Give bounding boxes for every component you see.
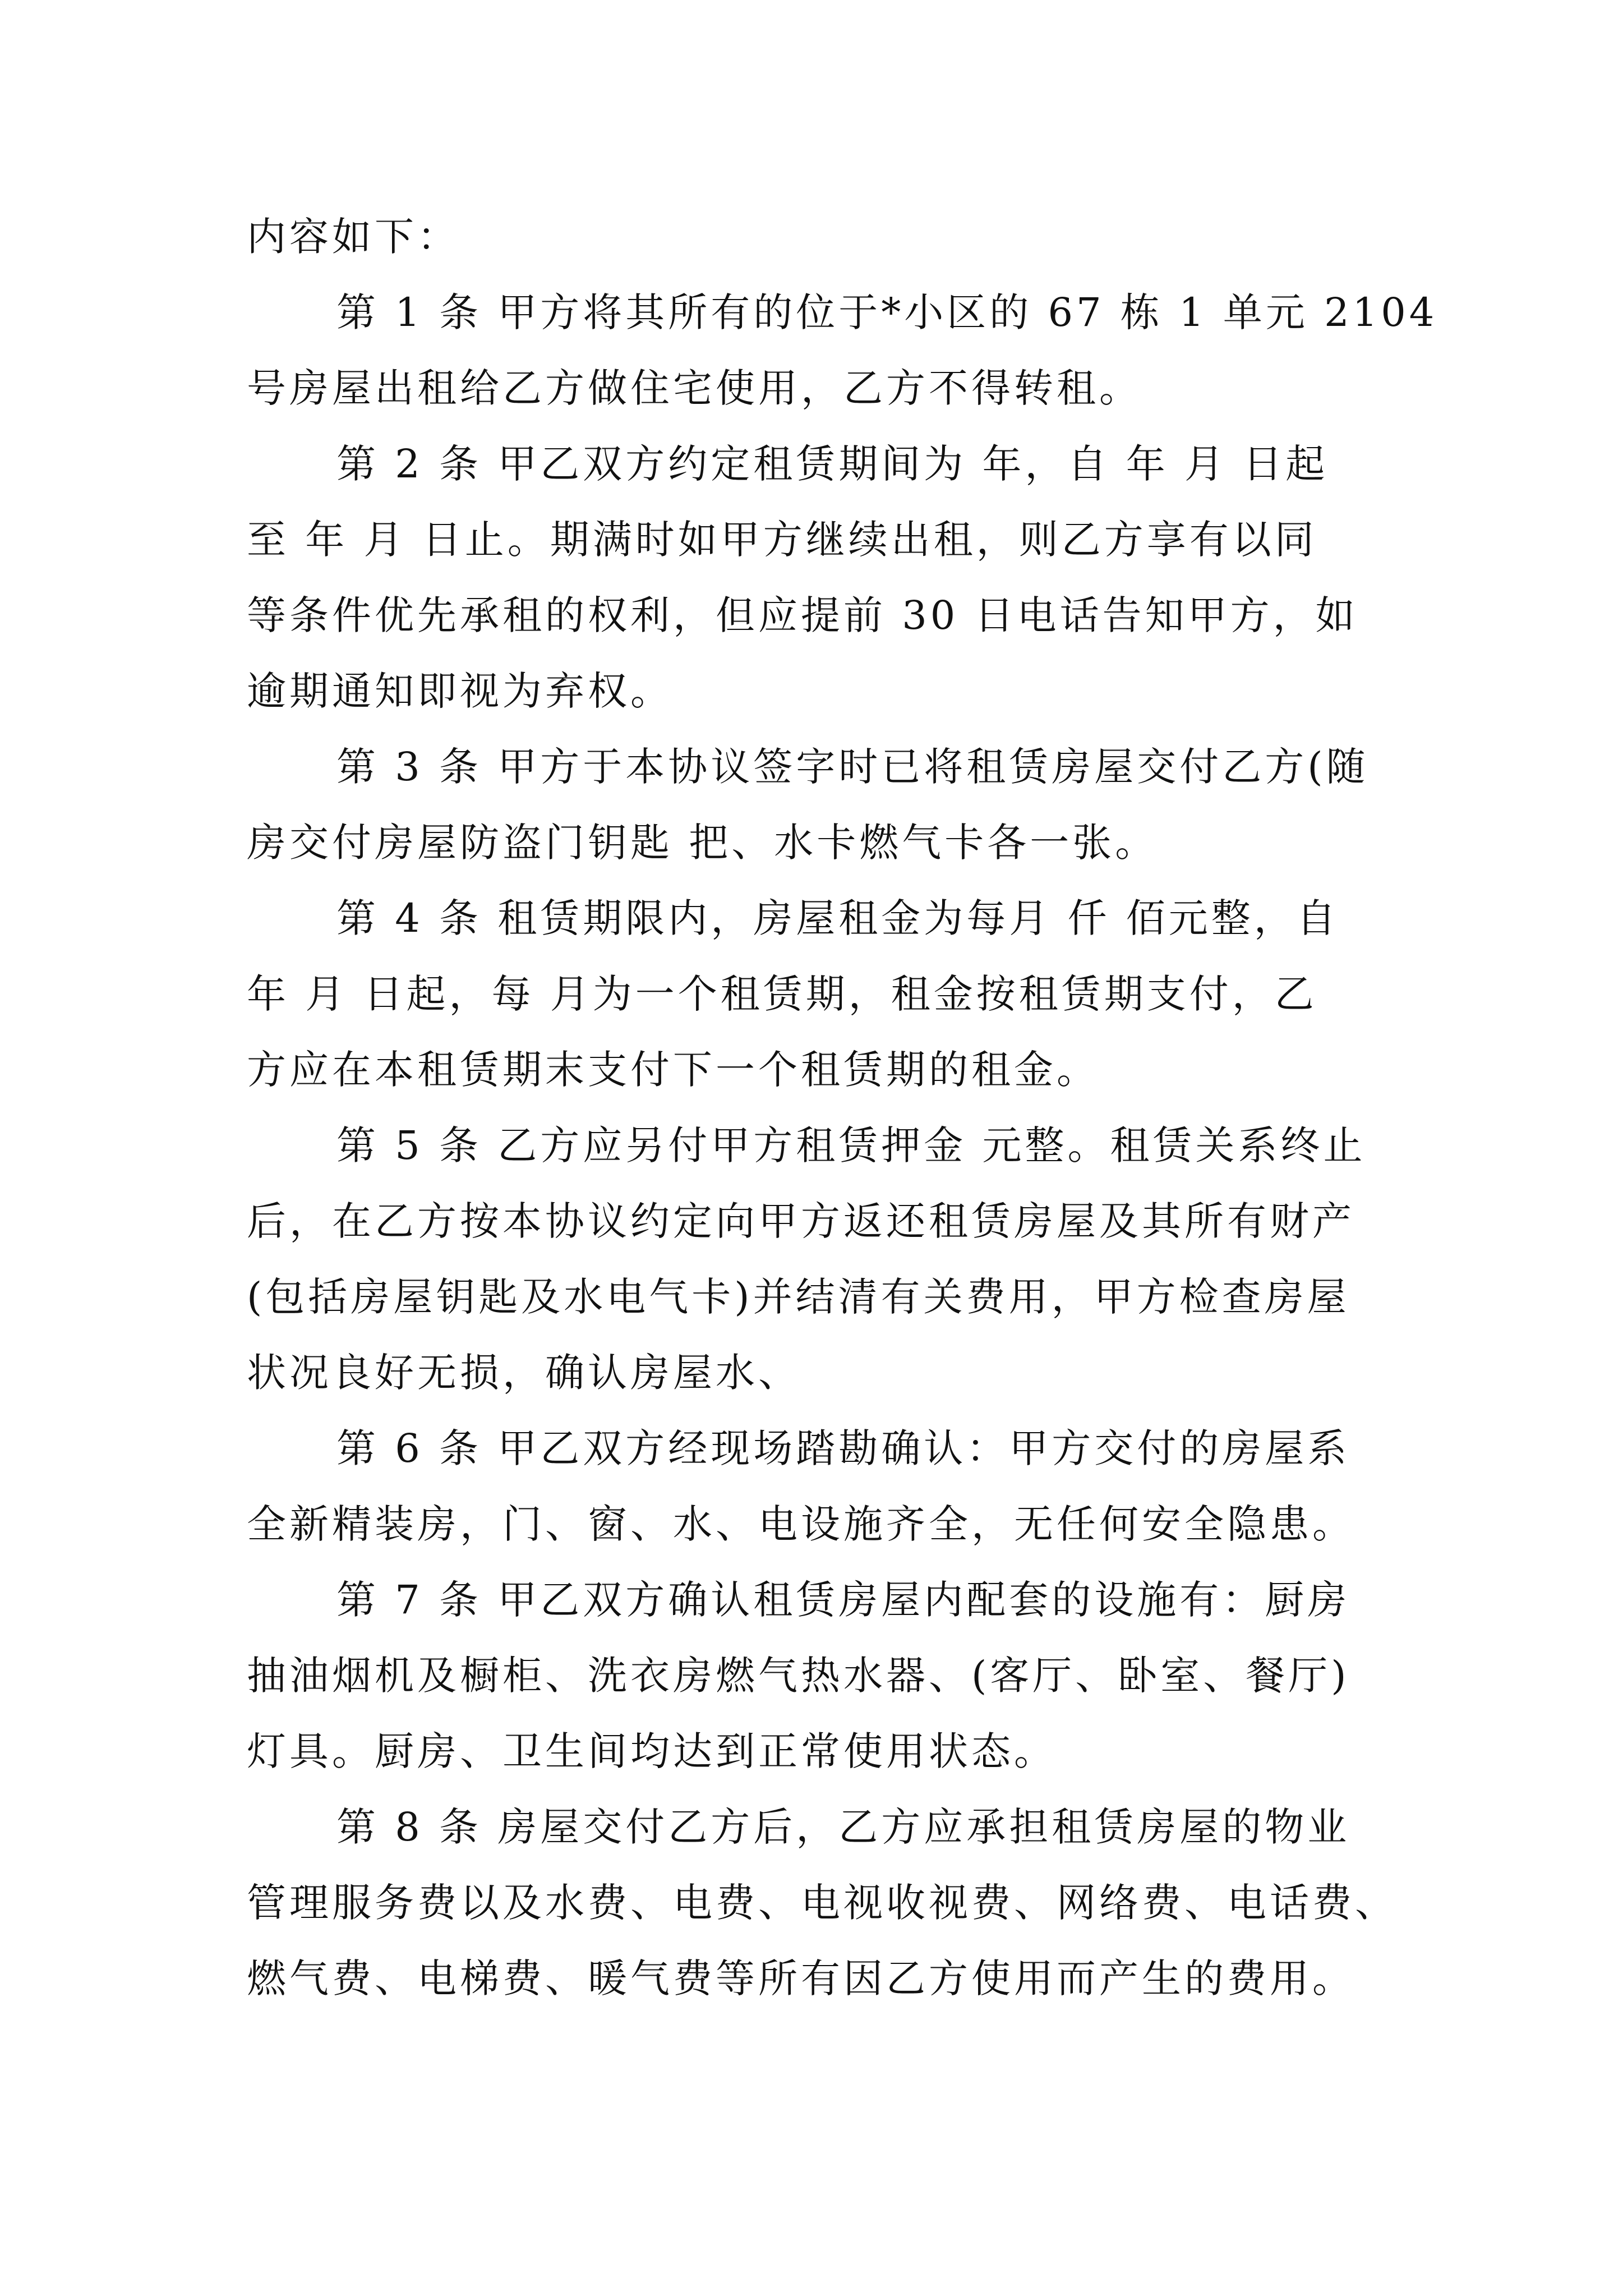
article-4-line-2: 年 月 日起，每 月为一个租赁期，租金按租赁期支付，乙 bbox=[247, 971, 1317, 1017]
text-line: 内容如下： bbox=[247, 214, 460, 260]
article-6-line-1: 第 6 条 甲乙双方经现场踏勘确认：甲方交付的房屋系 bbox=[336, 1425, 1350, 1471]
article-1-line-1: 第 1 条 甲方将其所有的位于*小区的 67 栋 1 单元 2104 bbox=[336, 289, 1438, 335]
article-7-line-2: 抽油烟机及橱柜、洗衣房燃气热水器、(客厅、卧室、餐厅) bbox=[247, 1653, 1350, 1699]
article-5-line-4: 状况良好无损，确认房屋水、 bbox=[247, 1350, 801, 1396]
article-5-line-3: (包括房屋钥匙及水电气卡)并结清有关费用，甲方检查房屋 bbox=[247, 1274, 1350, 1320]
article-2-line-4: 逾期通知即视为弃权。 bbox=[247, 668, 673, 714]
article-3-line-2: 房交付房屋防盗门钥匙 把、水卡燃气卡各一张。 bbox=[247, 820, 1158, 866]
article-8-line-1: 第 8 条 房屋交付乙方后，乙方应承担租赁房屋的物业 bbox=[336, 1804, 1350, 1850]
article-3-line-1: 第 3 条 甲方于本协议签字时已将租赁房屋交付乙方(随 bbox=[336, 744, 1369, 790]
article-2-line-2: 至 年 月 日止。期满时如甲方继续出租，则乙方享有以同 bbox=[247, 517, 1317, 563]
document-body bbox=[247, 199, 1438, 2017]
article-1-line-2: 号房屋出租给乙方做住宅使用，乙方不得转租。 bbox=[247, 365, 1142, 411]
article-8-line-3: 燃气费、电梯费、暖气费等所有因乙方使用而产生的费用。 bbox=[247, 1955, 1355, 2001]
article-5-line-1: 第 5 条 乙方应另付甲方租赁押金 元整。租赁关系终止 bbox=[336, 1122, 1366, 1168]
article-4-line-1: 第 4 条 租赁期限内，房屋租金为每月 仟 佰元整，自 bbox=[336, 895, 1339, 941]
article-4-line-3: 方应在本租赁期末支付下一个租赁期的租金。 bbox=[247, 1047, 1099, 1093]
article-2-line-1: 第 2 条 甲乙双方约定租赁期间为 年，自 年 月 日起 bbox=[336, 441, 1329, 487]
article-6-line-2: 全新精装房，门、窗、水、电设施齐全，无任何安全隐患。 bbox=[247, 1501, 1355, 1547]
article-7-line-1: 第 7 条 甲乙双方确认租赁房屋内配套的设施有：厨房 bbox=[336, 1577, 1350, 1623]
article-2-line-3: 等条件优先承租的权利，但应提前 30 日电话告知甲方，如 bbox=[247, 592, 1358, 638]
article-8-line-2: 管理服务费以及水费、电费、电视收视费、网络费、电话费、 bbox=[247, 1880, 1398, 1926]
article-7-line-3: 灯具。厨房、卫生间均达到正常使用状态。 bbox=[247, 1728, 1057, 1774]
article-5-line-2: 后，在乙方按本协议约定向甲方返还租赁房屋及其所有财产 bbox=[247, 1198, 1355, 1244]
